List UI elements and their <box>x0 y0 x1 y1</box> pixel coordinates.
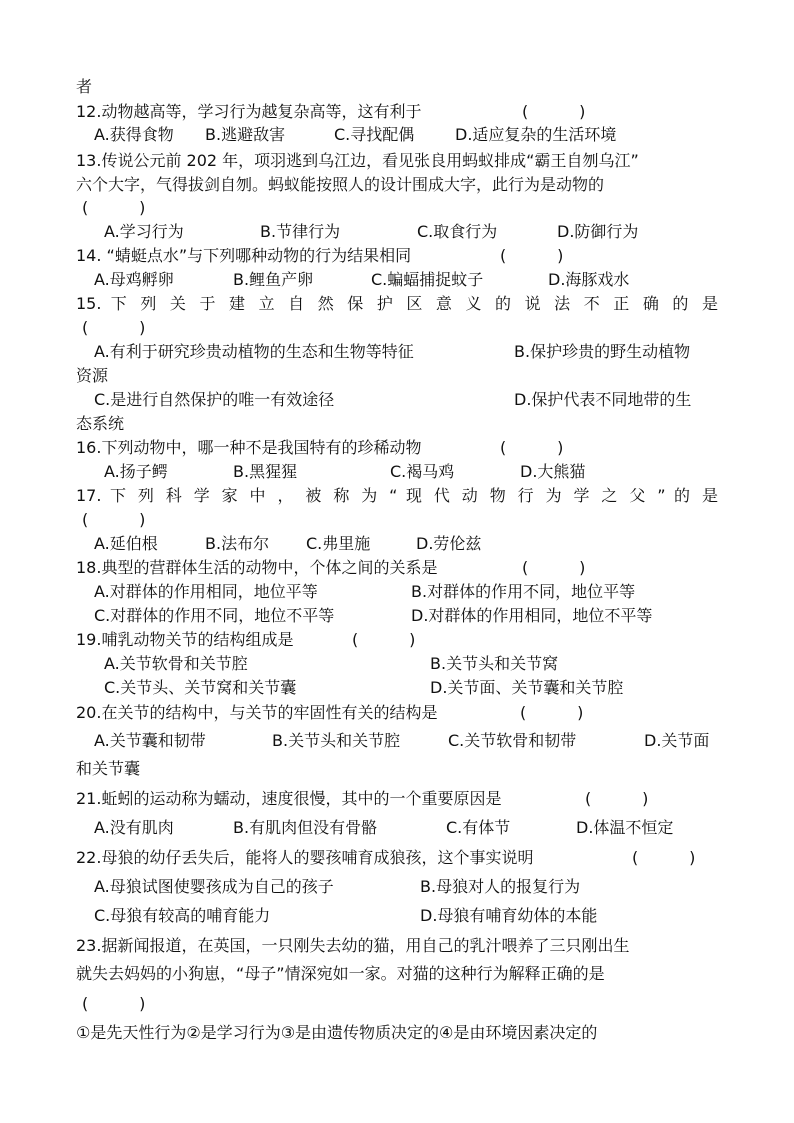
question-20-stem: 20.在关节的结构中，与关节的牢固性有关的结构是 <box>76 703 438 722</box>
question-18-option-c: C.对群体的作用不同，地位不平等 <box>94 606 335 625</box>
question-18-option-b: B.对群体的作用不同，地位平等 <box>411 582 636 601</box>
question-14-option-d: D.海豚戏水 <box>548 270 630 289</box>
question-12-option-d: D.适应复杂的生活环境 <box>455 125 617 144</box>
question-22-stem: 22.母狼的幼仔丢失后，能将人的婴孩哺育成狼孩，这个事实说明 <box>76 848 534 867</box>
question-12-option-a: A.获得食物 <box>94 125 174 144</box>
question-22-answer-blank[interactable]: ( ) <box>632 848 696 867</box>
question-22-option-c: C.母狼有较高的哺育能力 <box>94 906 271 925</box>
question-19-option-b: B.关节头和关节窝 <box>430 654 559 673</box>
question-23-stem-line-1: 23.据新闻报道，在英国，一只刚失去幼的猫，用自己的乳汁喂养了三只刚出生 <box>76 936 630 955</box>
question-21-option-c: C.有体节 <box>446 818 511 837</box>
question-17-answer-blank[interactable]: ( ) <box>82 510 146 529</box>
question-21-answer-blank[interactable]: ( ) <box>585 789 649 808</box>
question-20-answer-blank[interactable]: ( ) <box>520 703 584 722</box>
question-15-option-d-continued: 态系统 <box>76 414 125 433</box>
question-15-option-d: D.保护代表不同地带的生 <box>514 390 692 409</box>
question-18-answer-blank[interactable]: ( ) <box>522 558 586 577</box>
question-20-option-d: D.关节面 <box>644 731 710 750</box>
question-18-option-a: A.对群体的作用相同，地位平等 <box>94 582 318 601</box>
question-15-option-a: A.有利于研究珍贵动植物的生态和生物等特征 <box>94 342 414 361</box>
question-13-option-d: D.防御行为 <box>557 222 639 241</box>
question-14-option-a: A.母鸡孵卵 <box>94 270 174 289</box>
question-13-option-b: B.节律行为 <box>260 222 341 241</box>
question-12-stem: 12.动物越高等，学习行为越复杂高等，这有利于 <box>76 102 422 121</box>
question-21-stem: 21.蚯蚓的运动称为蠕动，速度很慢，其中的一个重要原因是 <box>76 789 502 808</box>
question-15-option-c: C.是进行自然保护的唯一有效途径 <box>94 390 335 409</box>
question-17-option-b: B.法布尔 <box>205 534 270 553</box>
question-17-option-a: A.延伯根 <box>94 534 158 553</box>
question-16-option-a: A.扬子鳄 <box>104 462 168 481</box>
question-13-stem-line-1: 13.传说公元前 202 年，项羽逃到乌江边，看见张良用蚂蚁排成“霸王自刎乌江” <box>76 151 639 170</box>
question-17-option-c: C.弗里施 <box>306 534 371 553</box>
question-17-stem: 17. 下 列 科 学 家 中 ， 被 称 为 “ 现 代 动 物 行 为 学 之 父 ” 的 是 <box>76 486 718 505</box>
question-22-option-a: A.母狼试图使婴孩成为自己的孩子 <box>94 877 334 896</box>
question-20-option-d-continued: 和关节囊 <box>76 759 141 778</box>
question-20-option-c: C.关节软骨和韧带 <box>448 731 577 750</box>
question-16-answer-blank[interactable]: ( ) <box>500 438 564 457</box>
question-13-answer-blank[interactable]: ( ) <box>82 198 146 217</box>
question-14-stem: 14. “蜻蜓点水”与下列哪种动物的行为结果相同 <box>76 246 412 265</box>
question-20-option-a: A.关节囊和韧带 <box>94 731 206 750</box>
question-23-statements: ①是先天性行为②是学习行为③是由遗传物质决定的④是由环境因素决定的 <box>76 1023 598 1042</box>
question-14-option-b: B.鲤鱼产卵 <box>233 270 314 289</box>
question-19-option-c: C.关节头、关节窝和关节囊 <box>104 678 297 697</box>
question-16-stem: 16.下列动物中，哪一种不是我国特有的珍稀动物 <box>76 438 422 457</box>
question-12-option-c: C.寻找配偶 <box>334 125 415 144</box>
question-22-option-d: D.母狼有哺育幼体的本能 <box>420 906 598 925</box>
question-21-option-a: A.没有肌肉 <box>94 818 174 837</box>
question-21-option-d: D.体温不恒定 <box>576 818 674 837</box>
question-12-answer-blank[interactable]: ( ) <box>522 102 586 121</box>
question-16-option-c: C.褐马鸡 <box>390 462 455 481</box>
question-21-option-b: B.有肌肉但没有骨骼 <box>233 818 378 837</box>
question-13-option-a: A.学习行为 <box>104 222 184 241</box>
question-19-stem: 19.哺乳动物关节的结构组成是 <box>76 630 294 649</box>
question-17-option-d: D.劳伦兹 <box>416 534 482 553</box>
question-14-answer-blank[interactable]: ( ) <box>500 246 564 265</box>
question-20-option-b: B.关节头和关节腔 <box>272 731 401 750</box>
question-19-answer-blank[interactable]: ( ) <box>352 630 416 649</box>
question-15-option-b: B.保护珍贵的野生动植物 <box>514 342 691 361</box>
question-14-option-c: C.蝙蝠捕捉蚊子 <box>371 270 484 289</box>
question-16-option-b: B.黑猩猩 <box>233 462 298 481</box>
question-15-answer-blank[interactable]: ( ) <box>82 318 146 337</box>
question-23-stem-line-2: 就失去妈妈的小狗崽，“母子”情深宛如一家。对猫的这种行为解释正确的是 <box>76 964 605 983</box>
text-fragment: 者 <box>76 77 93 96</box>
question-22-option-b: B.母狼对人的报复行为 <box>420 877 581 896</box>
question-12-option-b: B.逃避敌害 <box>205 125 286 144</box>
question-15-stem: 15. 下 列 关 于 建 立 自 然 保 护 区 意 义 的 说 法 不 正 确 的 是 <box>76 294 718 313</box>
question-18-option-d: D.对群体的作用相同，地位不平等 <box>411 606 653 625</box>
question-13-option-c: C.取食行为 <box>417 222 498 241</box>
question-15-option-b-continued: 资源 <box>76 366 109 385</box>
question-13-stem-line-2: 六个大字，气得拔剑自刎。蚂蚁能按照人的设计围成大字，此行为是动物的 <box>76 175 605 194</box>
question-18-stem: 18.典型的营群体生活的动物中，个体之间的关系是 <box>76 558 438 577</box>
question-19-option-d: D.关节面、关节囊和关节腔 <box>430 678 624 697</box>
question-23-answer-blank[interactable]: ( ) <box>82 994 146 1013</box>
question-19-option-a: A.关节软骨和关节腔 <box>104 654 248 673</box>
question-16-option-d: D.大熊猫 <box>520 462 586 481</box>
